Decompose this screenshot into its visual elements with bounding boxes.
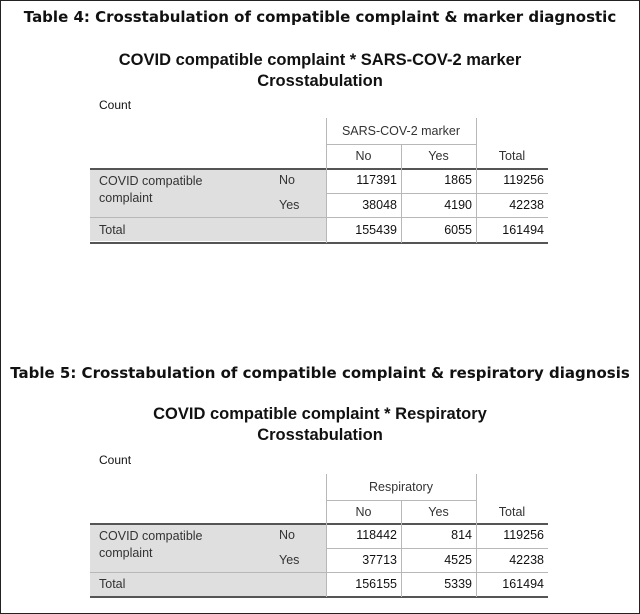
table4-total-total: 161494 [502,223,544,237]
table4-col-header-yes: Yes [428,149,449,163]
table4-rule [90,242,548,244]
table4-count-label: Count [99,98,132,112]
table4-row-label-no: No [279,173,295,187]
table5-col-header-yes: Yes [428,505,449,519]
table5-rule [90,596,548,598]
table4-cell-yes-total: 42238 [509,198,544,212]
table5-rule [90,572,548,573]
table4-group-header: SARS-COV-2 marker [341,124,461,138]
table4-total-no: 155439 [355,223,397,237]
table4-cell-yes-no: 38048 [362,198,397,212]
table5-total-total: 161494 [502,577,544,591]
table5-count-label: Count [99,453,132,467]
table4-rule [476,118,477,243]
table5-rule [90,523,548,525]
table5-cell-no-yes: 814 [451,528,472,542]
table5-cell-yes-yes: 4525 [444,553,472,567]
table5-cell-no-no: 118442 [356,528,397,542]
table5-cell-yes-total: 42238 [509,553,544,567]
table4-title-line2: Crosstabulation [257,72,383,90]
table5-rule [401,500,402,597]
table4-cell-no-yes: 1865 [444,173,472,187]
table5-col-header-total: Total [498,505,526,519]
table4-rule [326,118,327,243]
table4-rule [90,217,548,218]
table4-total-label: Total [99,223,126,237]
table5-section-title: Table 5: Crosstabulation of compatible complaint & respiratory diagnosis [10,364,630,382]
table4-title-line1: COVID compatible complaint * SARS-COV-2 marker [118,51,522,69]
table5-row-label-no: No [279,528,295,542]
table5-crosstab [90,474,548,600]
table4-col-header-no: No [355,149,372,163]
table5-col-header-no: No [355,505,372,519]
table5-rule [476,474,477,597]
table4-cell-no-total: 119256 [503,173,544,187]
table5-total-no: 156155 [355,577,397,591]
table5-cell-yes-no: 37713 [362,553,397,567]
table4-rule [90,168,548,170]
table4-rule [401,144,402,243]
table4-total-yes: 6055 [444,223,472,237]
table5-title-line1: COVID compatible complaint * Respiratory [153,405,487,423]
table4-crosstab [90,118,548,244]
table5-cell-no-total: 119256 [503,528,544,542]
table4-cell-no-no: 117391 [356,173,397,187]
table4-rule [326,193,548,194]
table4-section-title: Table 4: Crosstabulation of compatible complaint & marker diagnostic [23,8,617,26]
table5-row-group-label: COVID compatible complaint [99,529,203,560]
table5-group-header: Respiratory [369,480,433,494]
table5-total-label: Total [99,577,126,591]
table5-row-label-yes: Yes [279,553,300,567]
table5-total-yes: 5339 [444,577,472,591]
table5-rule [326,548,548,549]
table4-row-group-label: COVID compatible complaint [99,174,203,205]
table4-col-header-total: Total [498,149,526,163]
table5-title-line2: Crosstabulation [257,426,383,444]
table4-row-label-yes: Yes [279,198,300,212]
table4-cell-yes-yes: 4190 [444,198,472,212]
table5-rule [326,474,327,597]
